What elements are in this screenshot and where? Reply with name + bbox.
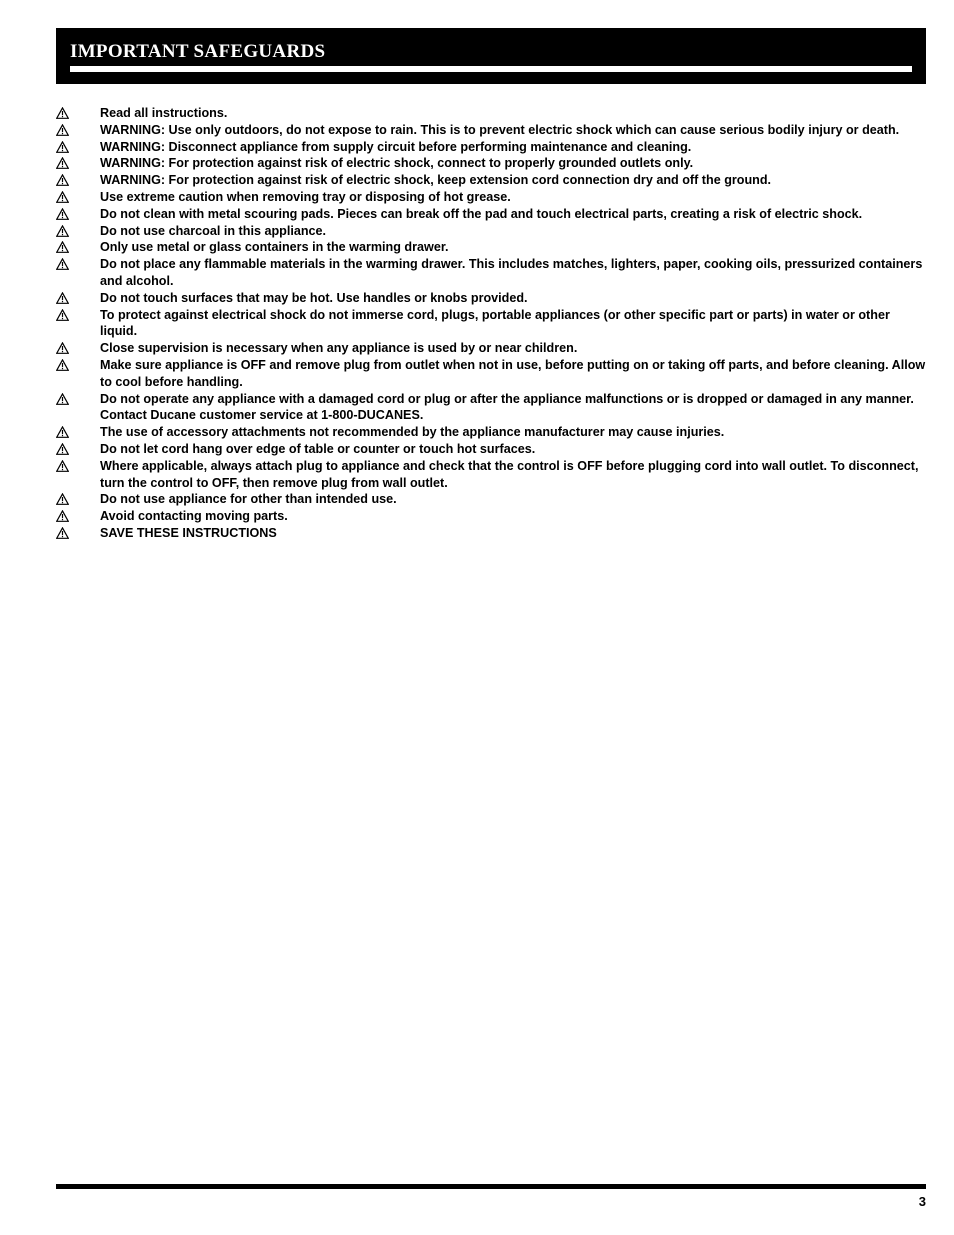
warning-triangle-icon (56, 510, 69, 522)
safeguard-text: Do not clean with metal scouring pads. Pieces can break off the pad and touch electrical parts, creating a risk of electric shock. (100, 206, 863, 221)
safeguard-text: The use of accessory attachments not recommended by the appliance manufacturer may cause injuries. (100, 425, 725, 440)
warning-triangle-icon (56, 309, 69, 321)
safeguard-item (56, 525, 926, 542)
safeguard-text: Do not touch surfaces that may be hot. Use handles or knobs provided. (100, 290, 528, 305)
warning-triangle-icon (56, 191, 69, 203)
warning-triangle-icon (56, 393, 69, 405)
safeguard-item (56, 256, 926, 290)
section-header (56, 28, 926, 84)
safeguard-text: WARNING: For protection against risk of electric shock, keep extension cord connection dry and off the ground. (100, 173, 772, 188)
safeguard-item (56, 105, 926, 122)
warning-triangle-icon (56, 225, 69, 237)
warning-triangle-icon (56, 124, 69, 136)
safeguard-item (56, 424, 926, 441)
page-number: 3 (918, 1194, 926, 1209)
warning-triangle-icon (56, 258, 69, 270)
warning-triangle-icon (56, 107, 69, 119)
safeguard-text: Do not operate any appliance with a damaged cord or plug or after the appliance malfunctions or is dropped or damaged in any manner. Contact Ducane customer service at 1-800-DUCANES. (100, 391, 914, 423)
safeguard-item (56, 458, 926, 492)
safeguard-text: WARNING: Use only outdoors, do not expose to rain. This is to prevent electric shock which can cause serious bodily injury or death. (100, 122, 900, 137)
safeguard-text: Do not let cord hang over edge of table or counter or touch hot surfaces. (100, 441, 536, 456)
section-title: IMPORTANT SAFEGUARDS (70, 41, 326, 62)
footer-rule (56, 1184, 926, 1189)
safeguard-text: Do not use appliance for other than intended use. (100, 492, 397, 507)
safeguard-item (56, 290, 926, 307)
warning-triangle-icon (56, 208, 69, 220)
warning-triangle-icon (56, 157, 69, 169)
safeguard-item (56, 491, 926, 508)
warning-triangle-icon (56, 174, 69, 186)
safeguard-text: Use extreme caution when removing tray or disposing of hot grease. (100, 189, 511, 204)
safeguard-item (56, 139, 926, 156)
safeguard-item (56, 340, 926, 357)
safeguard-text: Only use metal or glass containers in the warming drawer. (100, 240, 449, 255)
safeguard-text: Avoid contacting moving parts. (100, 509, 288, 524)
safeguard-item (56, 223, 926, 240)
safeguard-item (56, 122, 926, 139)
safeguard-item (56, 357, 926, 391)
warning-triangle-icon (56, 443, 69, 455)
safeguard-text: Where applicable, always attach plug to appliance and check that the control is OFF before plugging cord into wall outlet. To disconnect, turn the control to OFF, then remove plug from wall outlet. (100, 458, 919, 490)
safeguard-item (56, 441, 926, 458)
safeguard-item (56, 172, 926, 189)
safeguard-item (56, 508, 926, 525)
warning-triangle-icon (56, 493, 69, 505)
header-rule (70, 66, 912, 72)
safeguards-list (56, 105, 926, 542)
safeguard-item (56, 189, 926, 206)
safeguard-text: SAVE THESE INSTRUCTIONS (100, 525, 277, 540)
warning-triangle-icon (56, 527, 69, 539)
safeguard-text: Make sure appliance is OFF and remove plug from outlet when not in use, before putting on or taking off parts, and before cleaning. Allow to cool before handling. (100, 357, 926, 389)
safeguard-text: To protect against electrical shock do not immerse cord, plugs, portable appliances (or other specific part or parts) in water or other liquid. (100, 307, 890, 339)
warning-triangle-icon (56, 359, 69, 371)
safeguard-text: Read all instructions. (100, 106, 228, 120)
safeguard-item (56, 239, 926, 256)
warning-triangle-icon (56, 241, 69, 253)
safeguard-text: Close supervision is necessary when any appliance is used by or near children. (100, 341, 578, 356)
safeguard-item (56, 307, 926, 341)
warning-triangle-icon (56, 292, 69, 304)
warning-triangle-icon (56, 460, 69, 472)
warning-triangle-icon (56, 342, 69, 354)
safeguard-item (56, 155, 926, 172)
warning-triangle-icon (56, 426, 69, 438)
safeguard-item (56, 206, 926, 223)
safeguard-text: WARNING: For protection against risk of electric shock, connect to properly grounded outlets only. (100, 156, 694, 171)
warning-triangle-icon (56, 141, 69, 153)
safeguard-text: Do not use charcoal in this appliance. (100, 223, 327, 238)
safeguard-text: Do not place any flammable materials in the warming drawer. This includes matches, lighters, paper, cooking oils, pressurized containers and alcohol. (100, 257, 923, 288)
safeguard-item (56, 391, 926, 425)
safeguard-text: WARNING: Disconnect appliance from supply circuit before performing maintenance and cleaning. (100, 139, 692, 154)
